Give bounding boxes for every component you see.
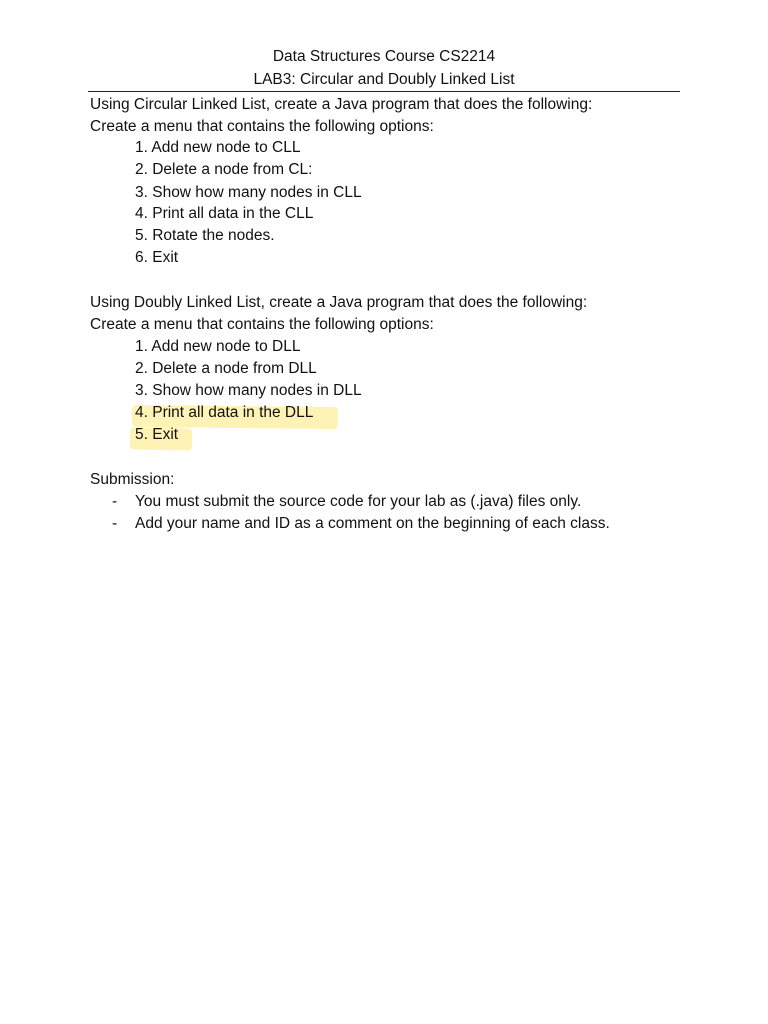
cll-menu-item: 3. Show how many nodes in CLL	[135, 184, 362, 201]
cll-menu-item: 4. Print all data in the CLL	[135, 205, 314, 222]
bullet-marker: -	[112, 515, 118, 532]
dll-menu-item: 1. Add new node to DLL	[135, 338, 301, 355]
header-divider	[88, 91, 680, 92]
dll-menu-item: 2. Delete a node from DLL	[135, 360, 317, 377]
course-title: Data Structures Course CS2214	[272, 48, 496, 65]
lab-title: LAB3: Circular and Doubly Linked List	[253, 71, 515, 88]
cll-menu-intro: Create a menu that contains the following options:	[90, 118, 434, 135]
cll-intro: Using Circular Linked List, create a Java program that does the following:	[90, 96, 593, 113]
cll-menu-item: 2. Delete a node from CL:	[135, 161, 313, 178]
cll-menu-item: 1. Add new node to CLL	[135, 139, 301, 156]
dll-menu-item: 3. Show how many nodes in DLL	[135, 382, 362, 399]
dll-intro: Using Doubly Linked List, create a Java program that does the following:	[90, 294, 588, 311]
cll-menu-item: 6. Exit	[135, 249, 179, 266]
submission-bullet: You must submit the source code for your lab as (.java) files only.	[135, 493, 582, 510]
dll-menu-item: 4. Print all data in the DLL	[135, 404, 314, 421]
submission-bullet: Add your name and ID as a comment on the beginning of each class.	[135, 515, 610, 532]
cll-menu-item: 5. Rotate the nodes.	[135, 227, 275, 244]
dll-menu-intro: Create a menu that contains the following options:	[90, 316, 434, 333]
dll-menu-item: 5. Exit	[135, 426, 179, 443]
bullet-marker: -	[112, 493, 118, 510]
submission-heading: Submission:	[90, 471, 175, 488]
